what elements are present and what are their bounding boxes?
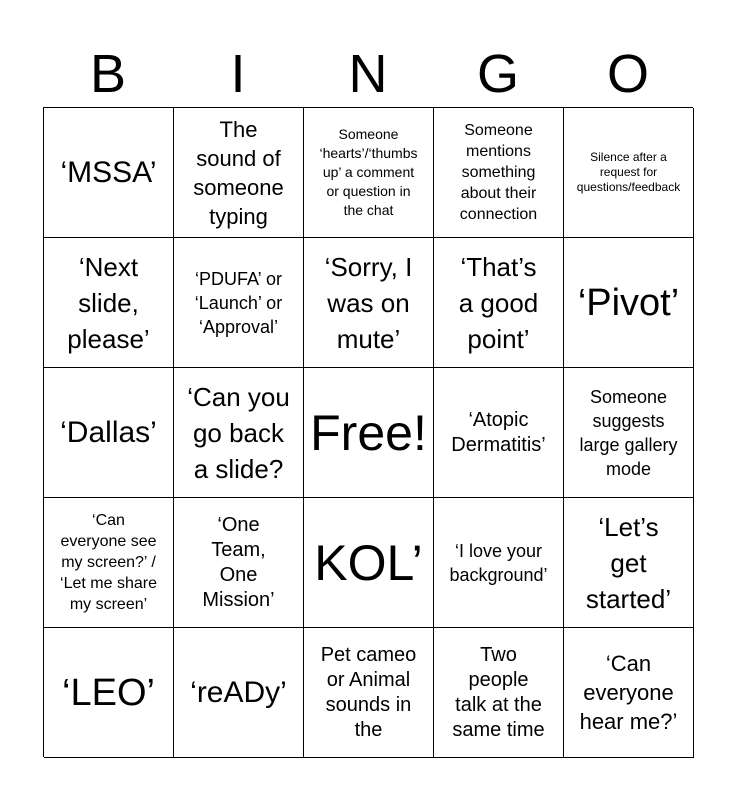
cell-text: Someone mentions something about their connection xyxy=(459,122,538,223)
bingo-cell[interactable] xyxy=(44,498,174,628)
header-letter-g: G xyxy=(476,44,519,104)
bingo-cell[interactable] xyxy=(564,628,694,758)
bingo-cell[interactable] xyxy=(564,368,694,498)
cell-text: ‘Let’s get started’ xyxy=(585,511,672,614)
cell-text: ‘MSSA’ xyxy=(60,155,157,189)
cell-text: ‘PDUFA’ or ‘Launch’ or ‘Approval’ xyxy=(194,268,283,337)
bingo-cell[interactable] xyxy=(44,628,174,758)
cell-text: KOL’ xyxy=(314,534,423,591)
cell-text: ‘Can everyone see my screen?’ / ‘Let me share my screen’ xyxy=(60,512,157,613)
bingo-cell[interactable] xyxy=(44,238,174,368)
cell-text: ‘Atopic Dermatitis’ xyxy=(451,408,546,456)
bingo-cell[interactable] xyxy=(174,238,304,368)
cell-text: ‘Next slide, please’ xyxy=(67,251,150,354)
bingo-cell[interactable] xyxy=(44,108,174,238)
bingo-cell[interactable] xyxy=(174,108,304,238)
bingo-cell[interactable] xyxy=(304,238,434,368)
cell-text: ‘That’s a good point’ xyxy=(458,251,539,354)
cell-text: ‘I love your background’ xyxy=(449,540,548,585)
bingo-cell[interactable] xyxy=(174,498,304,628)
bingo-cell[interactable] xyxy=(434,368,564,498)
cell-text: Pet cameo or Animal sounds in the xyxy=(320,643,417,741)
bingo-cell[interactable] xyxy=(434,238,564,368)
free-space-cell[interactable] xyxy=(304,368,434,498)
cell-text: The sound of someone typing xyxy=(193,116,284,229)
bingo-cell[interactable] xyxy=(434,108,564,238)
cell-text: ‘Dallas’ xyxy=(60,415,157,449)
cell-text: ‘Sorry, I was on mute’ xyxy=(324,251,413,354)
cell-text: Someone suggests large gallery mode xyxy=(579,386,678,479)
cell-text: ‘Can you go back a slide? xyxy=(187,381,290,484)
bingo-cell[interactable] xyxy=(434,498,564,628)
bingo-cell[interactable] xyxy=(304,628,434,758)
bingo-cell[interactable] xyxy=(304,108,434,238)
bingo-cell[interactable] xyxy=(564,498,694,628)
bingo-cell[interactable] xyxy=(174,628,304,758)
cell-text: Silence after a request for questions/feedback xyxy=(576,150,681,194)
header-letter-n: N xyxy=(348,44,388,104)
cell-text: ‘Can everyone hear me?’ xyxy=(579,651,678,734)
bingo-card-grid xyxy=(43,107,693,757)
cell-text: ‘reADy’ xyxy=(190,675,287,709)
cell-text: ‘One Team, One Mission’ xyxy=(202,513,275,611)
cell-text: ‘Pivot’ xyxy=(577,281,680,324)
bingo-cell[interactable] xyxy=(174,368,304,498)
bingo-cell[interactable] xyxy=(44,368,174,498)
bingo-cell[interactable] xyxy=(304,498,434,628)
bingo-cell[interactable] xyxy=(564,108,694,238)
bingo-cell[interactable] xyxy=(564,238,694,368)
free-space-text: Free! xyxy=(310,404,427,461)
header-letter-b: B xyxy=(89,44,127,104)
cell-text: Someone ‘hearts’/‘thumbs up’ a comment or question in the chat xyxy=(319,126,418,218)
cell-text: ‘LEO’ xyxy=(62,671,155,714)
cell-text: Two people talk at the same time xyxy=(452,643,545,741)
header-letter-i: I xyxy=(230,44,246,104)
header-letter-o: O xyxy=(606,44,649,104)
bingo-cell[interactable] xyxy=(434,628,564,758)
bingo-header xyxy=(43,42,693,106)
